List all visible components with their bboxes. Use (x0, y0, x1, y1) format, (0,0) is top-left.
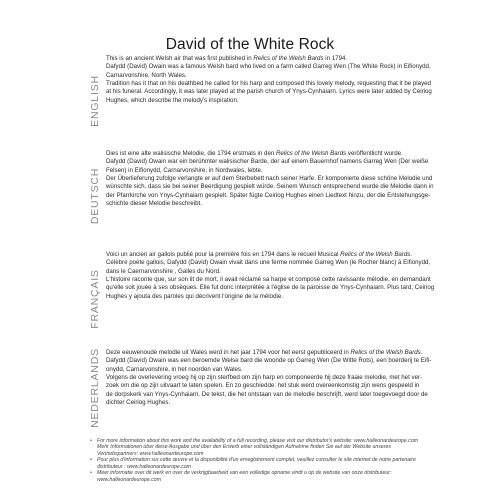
bullet-icon: • (90, 470, 92, 477)
language-label-nederlands: NEDERLANDS (89, 348, 101, 428)
footer-note-2: • Pour plus d'information sur cette œuvre et la disponibilité d'un enregistrement complet, veuillez consulter le site internet de notre partenaire distributeur : www.halleonardeurope.com (90, 457, 416, 470)
language-label-deutsch: DEUTSCH (89, 167, 102, 225)
section-nederlands (88, 348, 482, 428)
language-label-francais: FRANÇAIS (89, 268, 101, 329)
footer-note-1: • For more information about this work and the availability of a full recording, please visit our distributor's website: www.halleonardeurope.com Mehr Informationen über diese Ausgabe und über den Erwerb einer vollständigen Aufnahme finden Sie auf der Website unseres Vertriebspartners: www.halleonardeurope.com (90, 438, 419, 457)
section-deutsch (88, 150, 482, 225)
section-deutsch-text: Dies ist eine alte walisische Melodie, die 1794 erstmals in den Relics of the Welsh Bards veröffentlicht wurde. Dafydd (David) Owain war ein berühmter walisischer Barde, der auf einem Bauernhof namens Garreg Wen (Der weiße Felsen) in Eifionydd, Carnarvonshire, in Nordwales, lebte. Der Überlieferung zufolge verlangte er auf dem Sterbebett nach seiner Harfe. Er komponierte diese schöne Melodie und wünschte sich, dass sie bei seiner Beerdigung gespielt würde. Seinem Wunsch entsprechend wurde die Melodie dann in der Pfarrkirche von Ynys-Cynhaiarn gespielt. Später fügte Ceiriog Hughes einen Liedtext hinzu, der die Entstehungsge- schichte dieser Melodie beschreibt. (106, 150, 434, 208)
language-label-english: ENGLISH (89, 75, 102, 127)
section-nederlands-text: Deze eeuwenoude melodie uit Wales werd in het jaar 1794 voor het eerst gepubliceerd in Relics of the Welsh Bards. Dafydd (David) Owain was een beroemde Welse bard die woonde op Garreg Wen (De Witte Rots), een boerderij te Eifi- onydd, Carnarvonshire, in het noorden van Wales. Volgens de overlevering vroeg hij op zijn sterfbed om zijn harp en componeerde hij deze fraaie melodie, met het ver- zoek om die op zijn uitvaart te laten spelen. En zo geschiedde: het stuk werd overeenkomstig zijn wens gespeeld in de dorpskerk van Ynys-Cynhaiarn. De tekst, die het ontstaan van de melodie beschrijft, werd later toegevoegd door de dichter Ceiriog Hughes. (106, 349, 432, 407)
footer-notes (90, 438, 486, 483)
section-francais-text: Voici un ancien air gallois publié pour la première fois en 1794 dans le recueil Musical Relics of the Welsh Bards. Célèbre poète gallois, Dafydd (David) Owain vivait dans une ferme nommée Garreg Wen (le Rocher blanc) à Eifionydd, dans le Caernarvonshire , Galles du Nord. L'histoire raconte que, sur son lit de mort, il avait réclamé sa harpe et composé cette ravissante mélodie, en demandant qu'elle soit jouée à ses obsèques. Elle fut donc interprétée à l'église de la paroisse de Ynys-Cynhaiarn. Plus tard, Ceiriog Hughes y ajouta des paroles qui décrivent l'origine de la mélodie. (106, 251, 435, 300)
bullet-icon: • (90, 457, 92, 464)
page-title: David of the White Rock (165, 36, 335, 53)
bullet-icon: • (90, 438, 92, 444)
section-english-text: This is an ancient Welsh air that was first published in Relics of the Welsh Bards in 1794. Dafydd (David) Owain was a famous Welsh bard who lived on a farm called Garreg Wen (The White Rock) in Eifionydd, Carnarvonshire, North Wales. Tradition has it that on his deathbed he called for his harp and composed this lovely melody, requesting that it be played at his funeral. Accordingly, it was later played at the parish church of Ynys-Cynhaiarn. Lyrics were later added by Ceiriog Hughes, which describe the melody's inspiration. (106, 55, 432, 104)
footer-note-3: • Meer informatie over dit werk en over de verkrijgbaarheid van een volledige opname vindt u op de website van onze distributeur: www.halleonardeurope.com (90, 470, 392, 483)
section-english (88, 55, 482, 127)
section-francais (88, 251, 482, 329)
